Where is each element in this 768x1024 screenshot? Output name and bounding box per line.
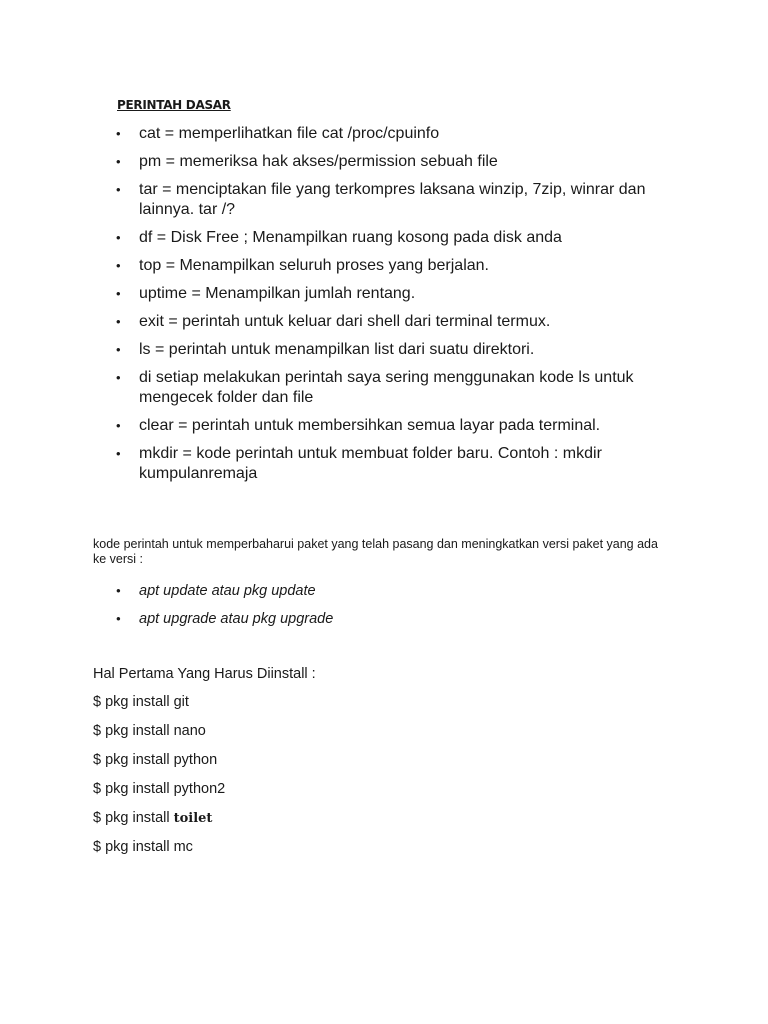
install-command: $ pkg install git [93, 694, 189, 710]
install-line [93, 721, 225, 742]
install-line [93, 779, 225, 800]
command-text: di setiap melakukan perintah saya sering menggunakan kode ls untuk mengecek folder dan file [139, 369, 634, 406]
apt-commands-list [0, 581, 768, 637]
list-item [0, 416, 768, 436]
bullet-icon: • [116, 342, 121, 357]
list-item [0, 284, 768, 304]
apt-command-text: apt upgrade atau pkg upgrade [139, 611, 334, 627]
install-line [93, 750, 225, 771]
section-title: PERINTAH DASAR [117, 98, 231, 112]
list-item [0, 180, 768, 220]
bullet-icon: • [116, 370, 121, 385]
command-text: pm = memeriksa hak akses/permission sebuah file [139, 153, 498, 170]
list-item [0, 581, 768, 601]
list-item [0, 256, 768, 276]
bullet-icon: • [116, 126, 121, 141]
bullet-icon: • [116, 583, 121, 598]
command-text: mkdir = kode perintah untuk membuat folder baru. Contoh : mkdir kumpulanremaja [139, 445, 602, 482]
update-intro-paragraph: kode perintah untuk memperbaharui paket yang telah pasang dan meningkatkan versi paket yang ada ke versi : [93, 537, 658, 566]
bullet-icon: • [116, 258, 121, 273]
command-text: exit = perintah untuk keluar dari shell dari terminal termux. [139, 313, 551, 330]
bullet-icon: • [116, 418, 121, 433]
list-item [0, 444, 768, 484]
install-command: $ pkg install nano [93, 723, 206, 739]
command-text: ls = perintah untuk menampilkan list dari suatu direktori. [139, 341, 535, 358]
bullet-icon: • [116, 182, 121, 197]
package-name: toilet [173, 811, 213, 826]
install-command: $ pkg install mc [93, 839, 193, 855]
list-item [0, 368, 768, 408]
command-text: uptime = Menampilkan jumlah rentang. [139, 285, 416, 302]
list-item [0, 609, 768, 629]
bullet-icon: • [116, 230, 121, 245]
command-text: df = Disk Free ; Menampilkan ruang kosong pada disk anda [139, 229, 562, 246]
bullet-icon: • [116, 611, 121, 626]
install-command: $ pkg install [93, 810, 174, 826]
command-text: clear = perintah untuk membersihkan semua layar pada terminal. [139, 417, 601, 434]
apt-command-text: apt update atau pkg update [139, 583, 316, 599]
bullet-icon: • [116, 154, 121, 169]
bullet-icon: • [116, 314, 121, 329]
install-commands-list [93, 692, 225, 866]
basic-commands-list [0, 124, 768, 492]
install-heading: Hal Pertama Yang Harus Diinstall : [93, 666, 316, 682]
install-command: $ pkg install python [93, 752, 218, 768]
list-item [0, 124, 768, 144]
list-item [0, 152, 768, 172]
command-text: tar = menciptakan file yang terkompres laksana winzip, 7zip, winrar dan lainnya. tar /? [139, 181, 646, 218]
install-line [93, 692, 225, 713]
command-text: cat = memperlihatkan file cat /proc/cpuinfo [139, 125, 440, 142]
command-text: top = Menampilkan seluruh proses yang berjalan. [139, 257, 489, 274]
install-line [93, 837, 225, 858]
bullet-icon: • [116, 446, 121, 461]
install-line [93, 808, 225, 829]
list-item [0, 340, 768, 360]
list-item [0, 312, 768, 332]
install-command: $ pkg install python2 [93, 781, 226, 797]
bullet-icon: • [116, 286, 121, 301]
list-item [0, 228, 768, 248]
